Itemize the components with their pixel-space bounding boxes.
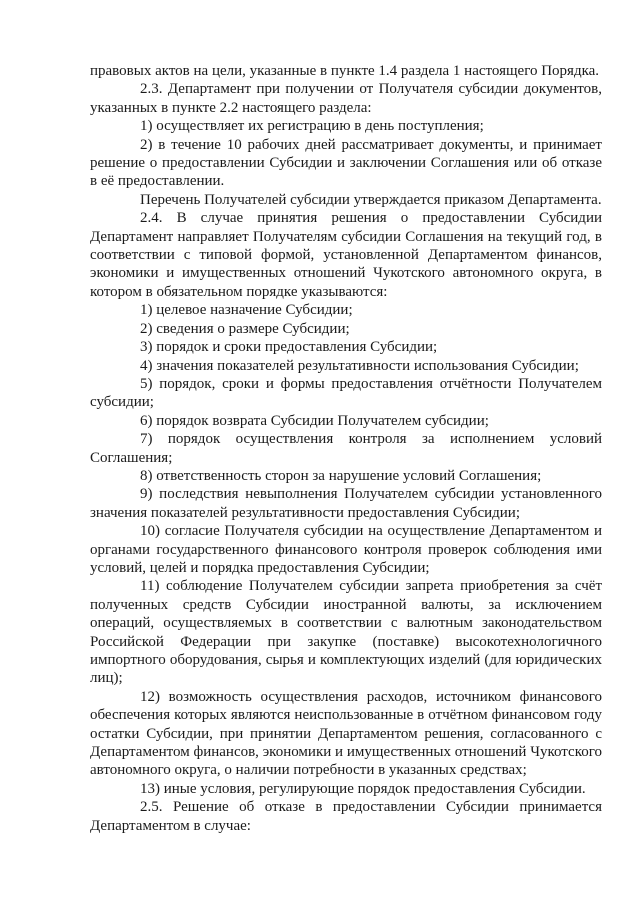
list-item-2-4-11: 11) соблюдение Получателем субсидии запрета приобретения за счёт полученных средств Субсидии иностранной валюты, за исключением операций, осуществляемых в соответствии с валютным законодательством Российской Федерации при закупке (поставке) высокотехнологичного импортного оборудования, сырья и комплектующих изделий (для юридических лиц); bbox=[90, 578, 602, 687]
list-item-2-3-2: 2) в течение 10 рабочих дней рассматривает документы, и принимает решение о предоставлении Субсидии и заключении Соглашения или об отказе в её предоставлении. bbox=[90, 136, 602, 190]
document-page bbox=[90, 62, 602, 835]
list-item-2-4-7: 7) порядок осуществления контроля за исполнением условий Соглашения; bbox=[90, 431, 602, 466]
list-item-2-4-6: 6) порядок возврата Субсидии Получателем субсидии; bbox=[140, 412, 489, 429]
list-item-2-4-4: 4) значения показателей результативности использования Субсидии; bbox=[140, 357, 579, 374]
list-item-2-4-9: 9) последствия невыполнения Получателем субсидии установленного значения показателей результативности предоставления Субсидии; bbox=[90, 486, 602, 521]
list-item-2-3-1: 1) осуществляет их регистрацию в день поступления; bbox=[140, 118, 484, 135]
list-item-2-4-12: 12) возможность осуществления расходов, источником финансового обеспечения которых являются неиспользованные в отчётном финансовом году остатки Субсидии, при принятии Департаментом решения, согласованного с Департаментом финансов, экономики и имущественных отношений Чукотского автономного округа, о наличии потребности в указанных средствах; bbox=[90, 688, 602, 779]
list-item-2-4-13: 13) иные условия, регулирующие порядок предоставления Субсидии. bbox=[140, 780, 586, 797]
list-item-2-4-2: 2) сведения о размере Субсидии; bbox=[140, 320, 350, 337]
paragraph-continuation: правовых актов на цели, указанные в пункте 1.4 раздела 1 настоящего Порядка. bbox=[90, 63, 600, 79]
list-item-2-4-5: 5) порядок, сроки и формы предоставления отчётности Получателем субсидии; bbox=[90, 375, 602, 411]
list-item-2-4-8: 8) ответственность сторон за нарушение условий Соглашения; bbox=[140, 467, 542, 484]
list-item-2-4-10: 10) согласие Получателя субсидии на осуществление Департаментом и органами государственного финансового контроля проверок соблюдения ими условий, целей и порядка предоставления Субсидии; bbox=[90, 523, 602, 576]
paragraph-clause-2-4: 2.4. В случае принятия решения о предоставлении Субсидии Департамент направляет Получателям субсидии Соглашения на текущий год, в соответствии с типовой формой, установленной Департаментом финансов, экономики и имущественных отношений Чукотского автономного округа, в котором в обязательном порядке указываются: bbox=[90, 210, 602, 300]
list-item-2-4-3: 3) порядок и сроки предоставления Субсидии; bbox=[140, 339, 438, 356]
list-item-2-4-1: 1) целевое назначение Субсидии; bbox=[140, 302, 353, 319]
paragraph-clause-2-3: 2.3. Департамент при получении от Получателя субсидии документов, указанных в пункте 2.2 настоящего раздела: bbox=[90, 81, 602, 116]
paragraph-recipients-list: Перечень Получателей субсидии утверждается приказом Департамента. bbox=[140, 191, 602, 208]
paragraph-clause-2-5: 2.5. Решение об отказе в предоставлении Субсидии принимается Департаментом в случае: bbox=[90, 799, 602, 834]
